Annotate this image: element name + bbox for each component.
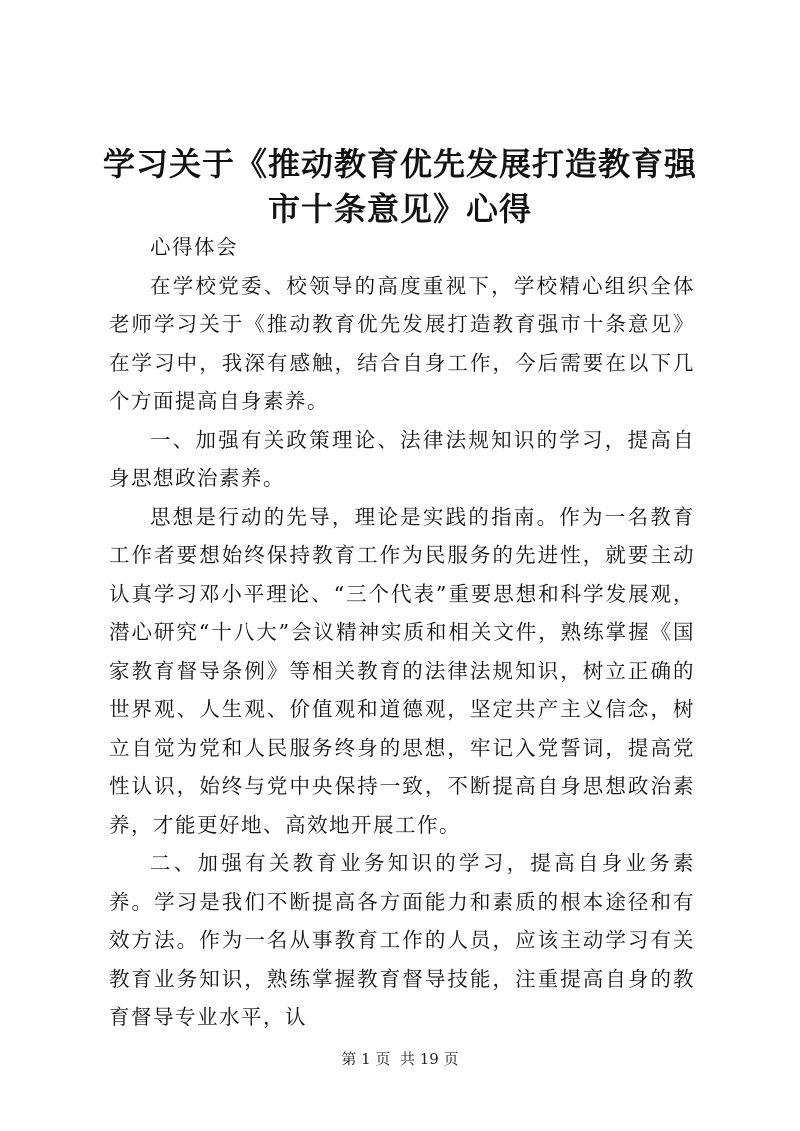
document-body	[109, 228, 695, 1037]
page-footer	[0, 1049, 800, 1069]
paragraph-section-one-heading: 一、加强有关政策理论、法律法规知识的学习，提高自身思想政治素养。	[109, 427, 695, 490]
paragraph-section-two: 二、加强有关教育业务知识的学习，提高自身业务素养。学习是我们不断提高各方面能力和素质的根本途径和有效方法。作为一名从事教育工作的人员，应该主动学习有关教育业务知识，熟练掌握教育督导技能，注重提高自身的教育督导专业水平，认	[109, 851, 695, 1029]
page-number-label: 第 1 页 共 19 页	[341, 1050, 459, 1068]
paragraph-heading: 心得体会	[150, 235, 238, 259]
document-title: 学习关于《推动教育优先发展打造教育强市十条意见》心得	[102, 145, 697, 228]
paragraph-section-one-body: 思想是行动的先导，理论是实践的指南。作为一名教育工作者要想始终保持教育工作为民服务的先进性，就要主动认真学习邓小平理论、“三个代表”重要思想和科学发展观，潜心研究“十八大”会议精神实质和相关文件，熟练掌握《国家教育督导条例》等相关教育的法律法规知识，树立正确的世界观、人生观、价值观和道德观，坚定共产主义信念，树立自觉为党和人民服务终身的思想，牢记入党誓词，提高党性认识，始终与党中央保持一致，不断提高自身思想政治素养，才能更好地、高效地开展工作。	[109, 504, 695, 837]
paragraph-intro: 在学校党委、校领导的高度重视下，学校精心组织全体老师学习关于《推动教育优先发展打造教育强市十条意见》在学习中，我深有感触，结合自身工作，今后需要在以下几个方面提高自身素养。	[109, 273, 695, 413]
